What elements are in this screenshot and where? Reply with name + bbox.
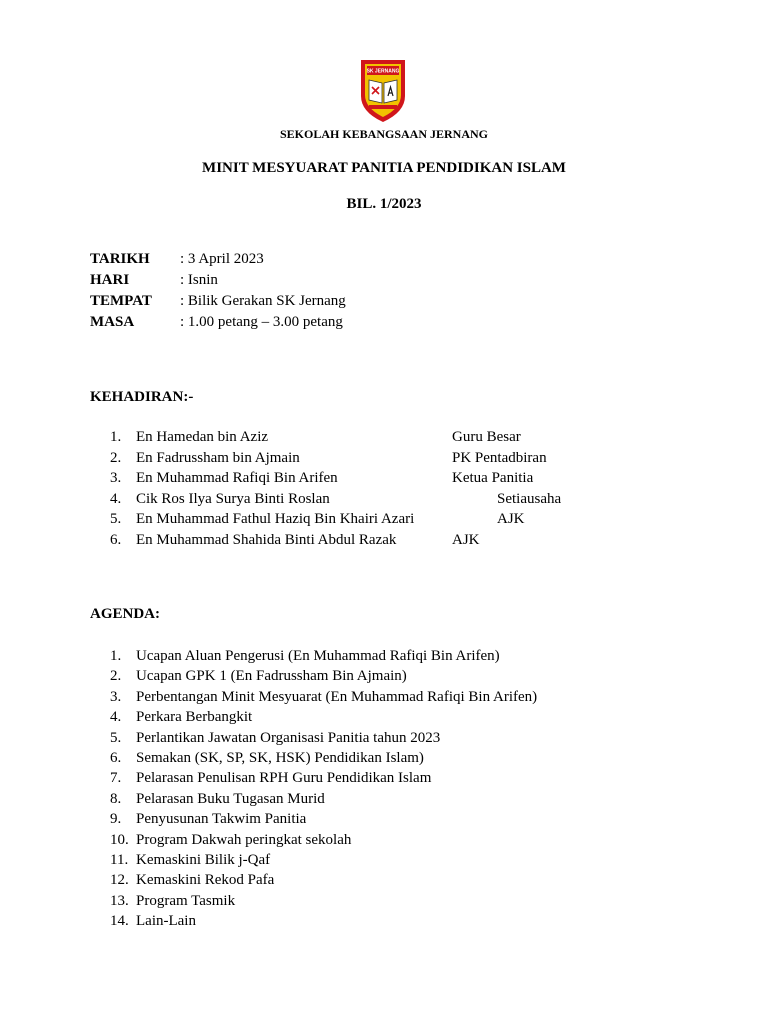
list-item bbox=[110, 707, 537, 727]
list-item bbox=[110, 891, 537, 911]
list-item bbox=[110, 911, 537, 931]
attendance-heading: KEHADIRAN:- bbox=[90, 389, 194, 405]
attendee-name: En Fadrussham bin Ajmain bbox=[136, 449, 300, 466]
item-number: 6. bbox=[110, 749, 122, 766]
agenda-text: Program Tasmik bbox=[136, 892, 236, 909]
list-item bbox=[110, 809, 537, 829]
info-value: : Bilik Gerakan SK Jernang bbox=[180, 293, 346, 309]
attendee-role: Ketua Panitia bbox=[452, 470, 534, 487]
list-item bbox=[110, 768, 537, 788]
list-item bbox=[110, 728, 537, 748]
item-number: 7. bbox=[110, 770, 122, 787]
attendee-name: En Hamedan bin Aziz bbox=[136, 429, 269, 445]
item-number: 9. bbox=[110, 811, 122, 828]
attendee-role: AJK bbox=[452, 531, 480, 548]
document-title: MINIT MESYUARAT PANITIA PENDIDIKAN ISLAM bbox=[202, 160, 566, 176]
list-item bbox=[110, 666, 537, 686]
item-number: 3. bbox=[110, 470, 122, 487]
list-item bbox=[110, 468, 630, 489]
agenda-text: Perbentangan Minit Mesyuarat (En Muhammad Rafiqi Bin Arifen) bbox=[136, 688, 538, 705]
school-crest-icon bbox=[357, 56, 409, 126]
list-item bbox=[110, 687, 537, 707]
info-value: : 3 April 2023 bbox=[180, 251, 264, 267]
info-value: : 1.00 petang – 3.00 petang bbox=[180, 314, 343, 330]
item-number: 1. bbox=[110, 648, 122, 664]
list-item bbox=[110, 448, 630, 469]
attendee-name: En Muhammad Fathul Haziq Bin Khairi Azari bbox=[136, 511, 415, 528]
agenda-text: Perkara Berbangkit bbox=[136, 709, 253, 726]
attendee-role: AJK bbox=[497, 511, 525, 528]
attendee-role: Setiausaha bbox=[497, 490, 562, 507]
list-item bbox=[110, 646, 537, 666]
attendee-name: En Muhammad Rafiqi Bin Arifen bbox=[136, 470, 338, 487]
item-number: 10. bbox=[110, 831, 129, 848]
item-number: 11. bbox=[110, 851, 129, 868]
info-label: HARI bbox=[90, 272, 130, 288]
agenda-text: Ucapan Aluan Pengerusi (En Muhammad Rafiqi Bin Arifen) bbox=[136, 648, 500, 664]
attendee-role: PK Pentadbiran bbox=[452, 449, 547, 466]
item-number: 13. bbox=[110, 892, 129, 909]
crest-banner-text: SK JERNANG bbox=[366, 68, 400, 75]
item-number: 5. bbox=[110, 729, 122, 746]
agenda-text: Program Dakwah peringkat sekolah bbox=[136, 831, 352, 848]
item-number: 5. bbox=[110, 511, 122, 528]
attendee-name: Cik Ros Ilya Surya Binti Roslan bbox=[136, 490, 330, 507]
attendee-role: Guru Besar bbox=[452, 429, 521, 445]
item-number: 4. bbox=[110, 490, 122, 507]
list-item bbox=[110, 870, 537, 890]
list-item bbox=[110, 748, 537, 768]
item-number: 12. bbox=[110, 872, 129, 889]
agenda-text: Pelarasan Buku Tugasan Murid bbox=[136, 790, 325, 807]
item-number: 14. bbox=[110, 913, 129, 930]
agenda-text: Penyusunan Takwim Panitia bbox=[136, 811, 307, 828]
agenda-text: Lain-Lain bbox=[136, 913, 196, 930]
agenda-text: Semakan (SK, SP, SK, HSK) Pendidikan Islam) bbox=[136, 749, 424, 766]
attendee-name: En Muhammad Shahida Binti Abdul Razak bbox=[136, 531, 397, 548]
list-item bbox=[110, 789, 537, 809]
info-label: TEMPAT bbox=[90, 293, 152, 309]
agenda-text: Ucapan GPK 1 (En Fadrussham Bin Ajmain) bbox=[136, 668, 407, 685]
item-number: 6. bbox=[110, 531, 122, 548]
list-item bbox=[110, 489, 630, 510]
item-number: 8. bbox=[110, 790, 122, 807]
info-row-date bbox=[90, 249, 346, 270]
item-number: 2. bbox=[110, 668, 122, 685]
item-number: 2. bbox=[110, 449, 122, 466]
agenda-list bbox=[110, 646, 537, 931]
item-number: 4. bbox=[110, 709, 122, 726]
meeting-info bbox=[90, 249, 346, 333]
info-label: MASA bbox=[90, 314, 135, 330]
agenda-text: Kemaskini Bilik j-Qaf bbox=[136, 851, 271, 868]
info-row-time bbox=[90, 312, 346, 333]
item-number: 1. bbox=[110, 429, 122, 445]
document-number: BIL. 1/2023 bbox=[346, 196, 422, 212]
list-item bbox=[110, 530, 630, 551]
agenda-text: Kemaskini Rekod Pafa bbox=[136, 872, 275, 889]
info-row-place bbox=[90, 291, 346, 312]
agenda-text: Perlantikan Jawatan Organisasi Panitia tahun 2023 bbox=[136, 729, 441, 746]
info-value: : Isnin bbox=[180, 272, 218, 288]
list-item bbox=[110, 509, 630, 530]
info-label: TARIKH bbox=[90, 251, 150, 267]
school-name: SEKOLAH KEBANGSAAN JERNANG bbox=[279, 127, 489, 141]
list-item bbox=[110, 427, 630, 448]
info-row-day bbox=[90, 270, 346, 291]
agenda-text: Pelarasan Penulisan RPH Guru Pendidikan Islam bbox=[136, 770, 432, 787]
list-item bbox=[110, 830, 537, 850]
item-number: 3. bbox=[110, 688, 122, 705]
agenda-heading: AGENDA: bbox=[90, 606, 160, 622]
attendance-list bbox=[110, 427, 630, 551]
list-item bbox=[110, 850, 537, 870]
